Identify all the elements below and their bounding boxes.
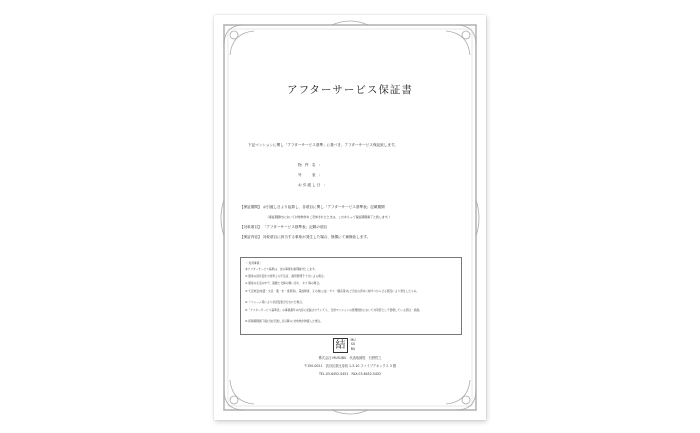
footer-address: 〒150-0021 渋谷区恵比寿西 1-3-10 ファイブアネックス 3 階	[303, 364, 397, 368]
note-item: ① 通常の経年変化や使用上の不注意、適用管理不十分による場合。	[245, 274, 327, 278]
section-warranty-period	[240, 206, 385, 210]
note-item: ⑤「アフターサービス基準表」の事項番号の内容に記載されていても、当該マンションの管理規約において共用部として管理している部位・設備。	[245, 308, 422, 312]
document-title: アフターサービス保証書	[287, 84, 413, 96]
company-seal-logo: 結	[333, 338, 348, 353]
section-text: 「アフターサービス基準表」記載の項目	[262, 225, 328, 229]
section-label: 【保証期間】	[240, 205, 262, 209]
seal-vertical-text: MU SU BU	[350, 338, 356, 351]
footer-phone: TEL.03-6452-5451 FAX.03-6452-5452	[318, 372, 381, 376]
field-room-number: 号 室 ：	[298, 173, 324, 177]
notes-lead: 本アフターサービス基準は、次の事項を適用除外とします。	[245, 267, 318, 271]
section-target-items	[240, 226, 327, 230]
warranty-certificate-sheet	[214, 15, 486, 420]
exemption-notes-box	[240, 257, 462, 335]
section-warranty-content	[240, 236, 370, 240]
field-property-name: 物 件 名 ：	[298, 163, 324, 167]
footer-company: 株式会社 MUSUBU 代表取締役 石野哲之	[318, 356, 382, 360]
note-item: ⑥ 保障期間満了後(当社引渡し日以降)に対象物が修繕した場合。	[245, 319, 323, 323]
field-delivery-date: お引渡し日 ：	[298, 183, 329, 187]
section-text: お引渡し日より起算し、各項目に関し「アフターサービス基準表」記載期間	[262, 205, 385, 209]
intro-text: 下記マンションに関し「アフターサービス基準」に基づき、アフターサービス保証致します。	[248, 143, 398, 147]
note-item: ③ 天災地変(地震・火災・風・水・雷害等)、電波障害、その他(公益・ガス・騒音等)など当社の責めに帰すべからざる原因により発生したもの。	[245, 289, 419, 293]
section-label: 【対象項目】	[240, 225, 262, 229]
section-warranty-note: （保証期間内において対象物件をご売却されたときは、これをもって保証期間満了と致します。）	[266, 215, 392, 219]
section-label: 【保証内容】	[240, 235, 262, 239]
note-item: ④ リフォーム等により状況変更が行われた場合。	[245, 300, 305, 304]
section-text: 対象項目に該当する事象が発生した場合、無償にて補修致します。	[262, 235, 371, 239]
notes-heading: 〈 免責事項 〉	[245, 261, 263, 265]
note-item: ② 通常の生活の中で、振動と支障の無い汚れ、キズ 傷の場合。	[245, 281, 322, 285]
